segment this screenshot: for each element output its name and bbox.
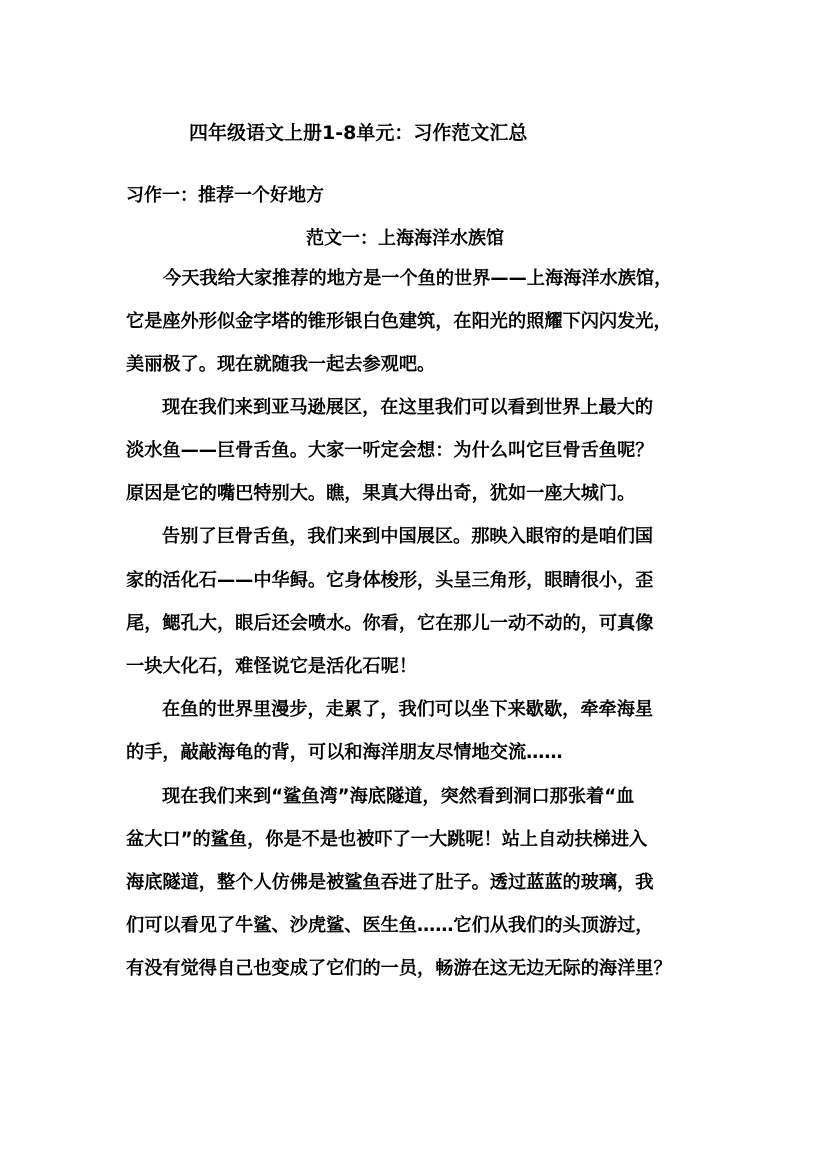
paragraph-line: 盆大口”的鲨鱼，你是不是也被吓了一大跳呢！站上自动扶梯进入 [126, 829, 648, 850]
paragraph-line: 现在我们来到亚马逊展区，在这里我们可以看到世界上最大的 [162, 397, 654, 418]
paragraph-line: 它是座外形似金字塔的锥形银白色建筑，在阳光的照耀下闪闪发光， [126, 311, 672, 332]
document-title: 四年级语文上册1-8单元：习作范文汇总 [189, 122, 528, 144]
essay-title: 范文一：上海海洋水族馆 [306, 228, 504, 249]
paragraph-line: 美丽极了。现在就随我一起去参观吧。 [126, 354, 436, 375]
paragraph-line: 有没有觉得自己也变成了它们的一员，畅游在这无边无际的海洋里？ [126, 958, 672, 979]
paragraph-line: 一块大化石，难怪说它是活化石呢！ [126, 656, 418, 677]
paragraph-line: 家的活化石——中华鲟。它身体梭形，头呈三角形，眼睛很小，歪 [126, 570, 654, 591]
paragraph-line: 原因是它的嘴巴特别大。瞧，果真大得出奇，犹如一座大城门。 [126, 483, 636, 504]
paragraph-line: 的手，敲敲海龟的背，可以和海洋朋友尽情地交流…… [126, 742, 563, 763]
paragraph-line: 淡水鱼——巨骨舌鱼。大家一听定会想：为什么叫它巨骨舌鱼呢？ [126, 440, 654, 461]
paragraph-line: 告别了巨骨舌鱼，我们来到中国展区。那映入眼帘的是咱们国 [162, 526, 654, 547]
section-heading: 习作一：推荐一个好地方 [126, 185, 324, 206]
paragraph-line: 海底隧道，整个人仿佛是被鲨鱼吞进了肚子。透过蓝蓝的玻璃，我 [126, 872, 654, 893]
paragraph-line: 尾，鳃孔大，眼后还会喷水。你看，它在那儿一动不动的，可真像 [126, 613, 654, 634]
paragraph-line: 在鱼的世界里漫步，走累了，我们可以坐下来歇歇，牵牵海星 [162, 699, 654, 720]
paragraph-line: 们可以看见了牛鲨、沙虎鲨、医生鱼……它们从我们的头顶游过， [126, 915, 654, 936]
paragraph-line: 今天我给大家推荐的地方是一个鱼的世界——上海海洋水族馆， [163, 268, 673, 289]
paragraph-line: 现在我们来到“鲨鱼湾”海底隧道，突然看到洞口那张着“血 [162, 786, 635, 807]
